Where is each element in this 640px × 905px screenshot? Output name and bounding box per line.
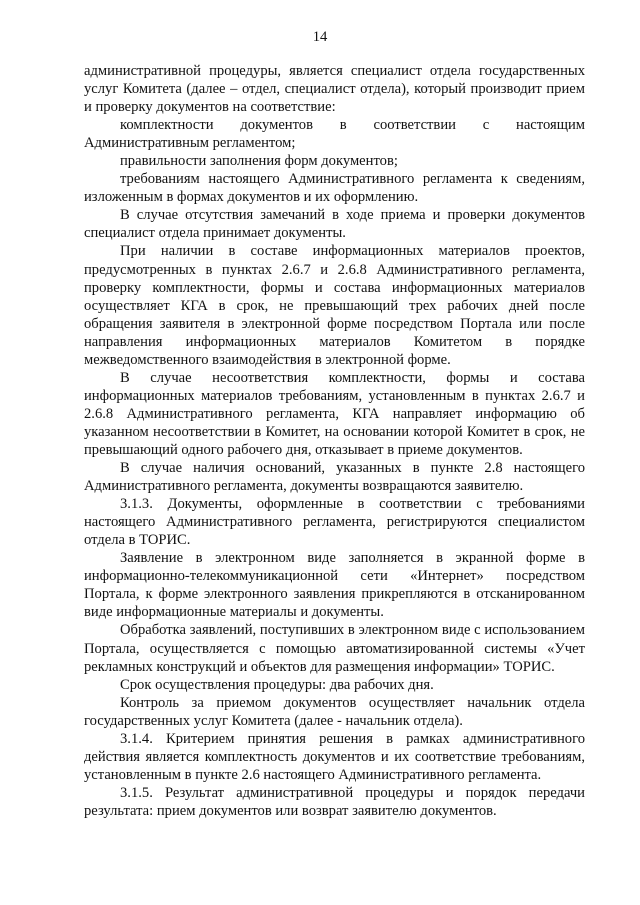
- paragraph-kga-check: При наличии в составе информационных материалов проектов, предусмотренных в пунктах 2.6.7 и 2.6.8 Административного регламента, проверку комплектности, формы и состава информационных материалов осуществляет КГА в срок, не превышающий трех рабочих дней после обращения заявителя в электронной форме посредством Портала или после направления информационных материалов Комитетом в порядке межведомственного взаимодействия в электронной форме.: [84, 243, 585, 368]
- paragraph-3-1-5: 3.1.5. Результат административной процедуры и порядок передачи результата: прием документов или возврат заявителю документов.: [84, 784, 585, 819]
- paragraph-form-correctness: правильности заполнения форм документов;: [120, 153, 398, 170]
- paragraph-no-remarks: В случае отсутствия замечаний в ходе приема и проверки документов специалист отдела принимает документы.: [84, 207, 585, 242]
- document-body: [84, 62, 585, 820]
- paragraph-term: Срок осуществления процедуры: два рабочих дня.: [120, 676, 434, 693]
- page-number: 14: [312, 29, 328, 45]
- paragraph-completeness: комплектности документов в соответствии с настоящим Административным регламентом;: [84, 117, 585, 152]
- paragraph-requirements: требованиям настоящего Административного регламента к сведениям, изложенным в формах документов и их оформлению.: [84, 171, 585, 206]
- paragraph-return-grounds: В случае наличия оснований, указанных в пункте 2.8 настоящего Административного регламента, документы возвращаются заявителю.: [84, 460, 585, 495]
- paragraph-3-1-4: 3.1.4. Критерием принятия решения в рамках административного действия является комплектность документов и их соответствие требованиям, установленным в пункте 2.6 настоящего Административного регламента.: [84, 730, 585, 783]
- paragraph-intro: административной процедуры, является специалист отдела государственных услуг Комитета (далее – отдел, специалист отдела), который производит прием и проверку документов на соответствие:: [84, 63, 585, 116]
- paragraph-electronic-form: Заявление в электронном виде заполняется в экранной форме в информационно-телекоммуникационной сети «Интернет» посредством Портала, к форме электронного заявления прикрепляются в отсканированном виде информационные материалы и документы.: [84, 550, 585, 621]
- paragraph-processing: Обработка заявлений, поступивших в электронном виде с использованием Портала, осуществляется с помощью автоматизированной системы «Учет рекламных конструкций и объектов для размещения информации» ТОРИС.: [84, 622, 585, 675]
- paragraph-control: Контроль за приемом документов осуществляет начальник отдела государственных услуг Комитета (далее - начальник отдела).: [84, 694, 585, 729]
- paragraph-mismatch: В случае несоответствия комплектности, формы и состава информационных материалов требованиям, установленным в пунктах 2.6.7 и 2.6.8 Административного регламента, КГА направляет информацию об указанном несоответствии в Комитет, на основании которой Комитет в срок, не превышающий одного рабочего дня, отказывает в приеме документов.: [84, 369, 585, 458]
- paragraph-3-1-3: 3.1.3. Документы, оформленные в соответствии с требованиями настоящего Административного регламента, регистрируются специалистом отдела в ТОРИС.: [84, 496, 585, 549]
